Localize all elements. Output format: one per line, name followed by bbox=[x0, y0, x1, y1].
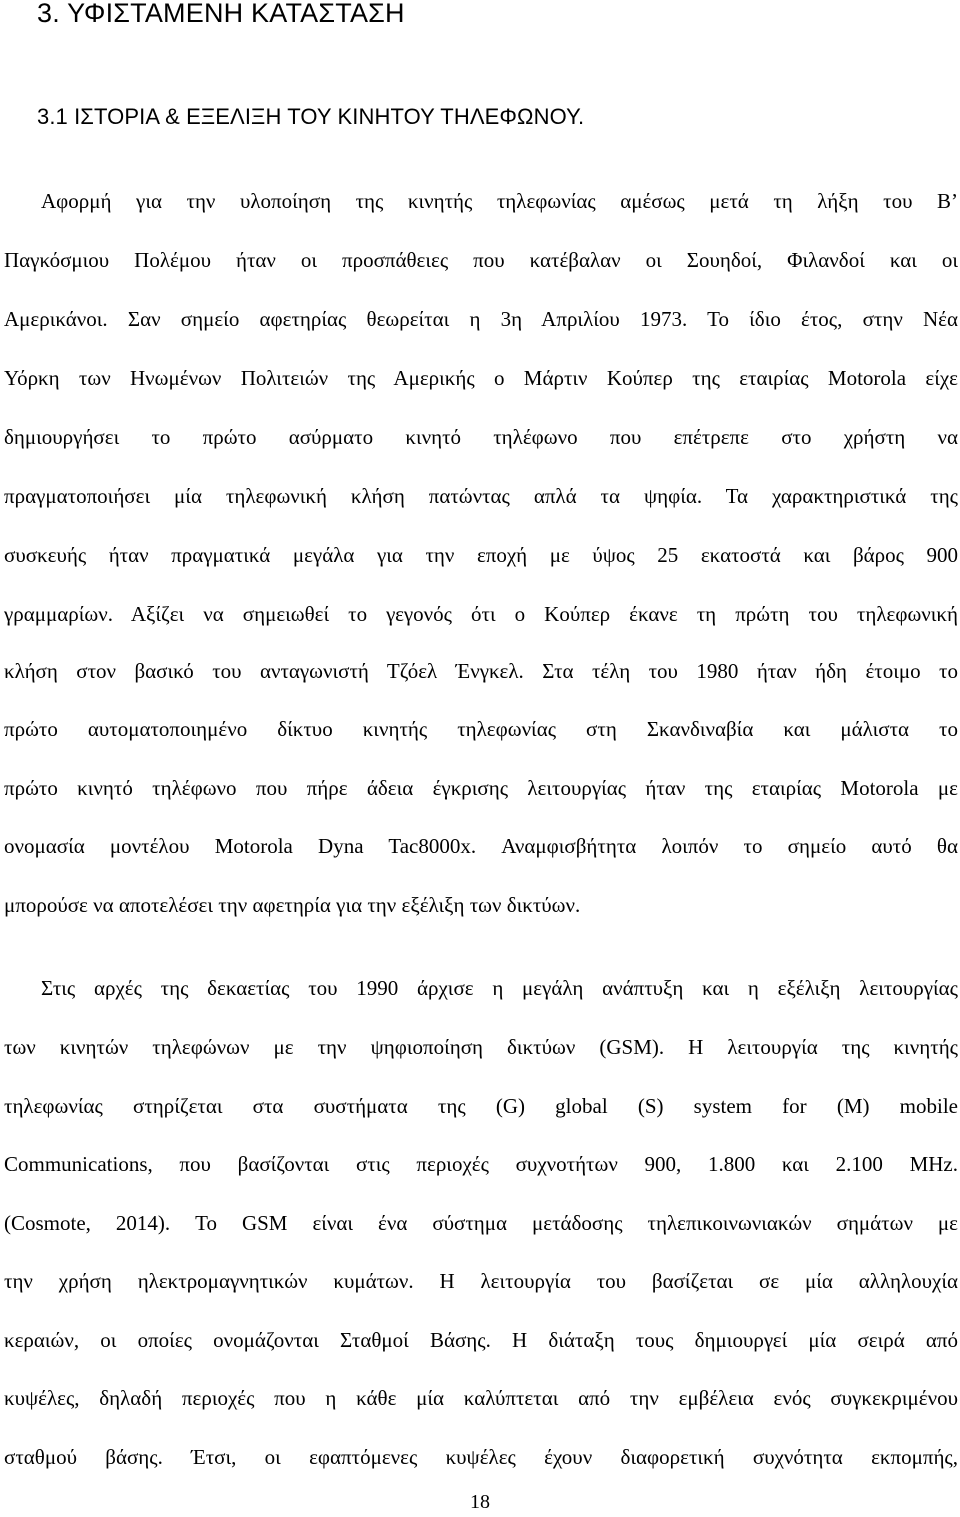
paragraph-line: τηλεφωνίας στηρίζεται στα συστήματα της (G) global (S) system for (M) mobile bbox=[4, 1094, 958, 1118]
subsection-heading: 3.1 ΙΣΤΟΡΙΑ & ΕΞΕΛΙΞΗ ΤΟΥ ΚΙΝΗΤΟΥ ΤΗΛΕΦΩΝΟΥ. bbox=[37, 104, 585, 129]
paragraph-line: Υόρκη των Ηνωμένων Πολιτειών της Αμερικής ο Μάρτιν Κούπερ της εταιρίας Motorola είχε bbox=[4, 366, 958, 390]
paragraph-line: σταθμού βάσης. Έτσι, οι εφαπτόμενες κυψέλες έχουν διαφορετική συχνότητα εκπομπής, bbox=[4, 1445, 958, 1469]
paragraph-line: (Cosmote, 2014). Το GSM είναι ένα σύστημα μετάδοσης τηλεπικοινωνιακών σημάτων με bbox=[4, 1211, 958, 1235]
paragraph-line: κυψέλες, δηλαδή περιοχές που η κάθε μία καλύπτεται από την εμβέλεια ενός συγκεκριμένου bbox=[4, 1386, 958, 1410]
paragraph-line: συσκευής ήταν πραγματικά μεγάλα για την εποχή με ύψος 25 εκατοστά και βάρος 900 bbox=[4, 543, 958, 567]
section-heading: 3. ΥΦΙΣΤΑΜΕΝΗ ΚΑΤΑΣΤΑΣΗ bbox=[37, 0, 405, 28]
paragraph-line: Αμερικάνοι. Σαν σημείο αφετηρίας θεωρείται η 3η Απριλίου 1973. Το ίδιο έτος, στην Νέα bbox=[4, 307, 958, 331]
paragraph-line: Παγκόσμιου Πολέμου ήταν οι προσπάθειες που κατέβαλαν οι Σουηδοί, Φιλανδοί και οι bbox=[4, 248, 958, 272]
paragraph-line: κλήση στον βασικό του ανταγωνιστή Τζόελ Ένγκελ. Στα τέλη του 1980 ήταν ήδη έτοιμο το bbox=[4, 659, 958, 683]
paragraph-line: την χρήση ηλεκτρομαγνητικών κυμάτων. Η λειτουργία του βασίζεται σε μία αλληλουχία bbox=[4, 1269, 958, 1293]
paragraph-line: πρώτο αυτοματοποιημένο δίκτυο κινητής τηλεφωνίας στη Σκανδιναβία και μάλιστα το bbox=[4, 717, 958, 741]
paragraph-line: δημιουργήσει το πρώτο ασύρματο κινητό τηλέφωνο που επέτρεπε στο χρήστη να bbox=[4, 425, 958, 449]
paragraph-line: Στις αρχές της δεκαετίας του 1990 άρχισε η μεγάλη ανάπτυξη και η εξέλιξη λειτουργίας bbox=[41, 976, 958, 1000]
paragraph-line: ονομασία μοντέλου Motorola Dyna Tac8000x. Αναμφισβήτητα λοιπόν το σημείο αυτό θα bbox=[4, 834, 958, 858]
paragraph-line: κεραιών, οι οποίες ονομάζονται Σταθμοί Βάσης. Η διάταξη τους δημιουργεί μία σειρά από bbox=[4, 1328, 958, 1352]
paragraph-line: πρώτο κινητό τηλέφωνο που πήρε άδεια έγκρισης λειτουργίας ήταν της εταιρίας Motorola με bbox=[4, 776, 958, 800]
paragraph-line: Αφορμή για την υλοποίηση της κινητής τηλεφωνίας αμέσως μετά τη λήξη του Β’ bbox=[41, 189, 958, 213]
paragraph-line: Communications, που βασίζονται στις περιοχές συχνοτήτων 900, 1.800 και 2.100 MHz. bbox=[4, 1152, 958, 1176]
paragraph-line: μπορούσε να αποτελέσει την αφετηρία για την εξέλιξη των δικτύων. bbox=[4, 893, 581, 917]
paragraph-line: των κινητών τηλεφώνων με την ψηφιοποίηση δικτύων (GSM). Η λειτουργία της κινητής bbox=[4, 1035, 958, 1059]
paragraph-line: πραγματοποιήσει μία τηλεφωνική κλήση πατώντας απλά τα ψηφία. Τα χαρακτηριστικά της bbox=[4, 484, 958, 508]
paragraph-line: γραμμαρίων. Αξίζει να σημειωθεί το γεγονός ότι ο Κούπερ έκανε τη πρώτη του τηλεφωνική bbox=[4, 602, 958, 626]
page-number: 18 bbox=[470, 1491, 490, 1513]
